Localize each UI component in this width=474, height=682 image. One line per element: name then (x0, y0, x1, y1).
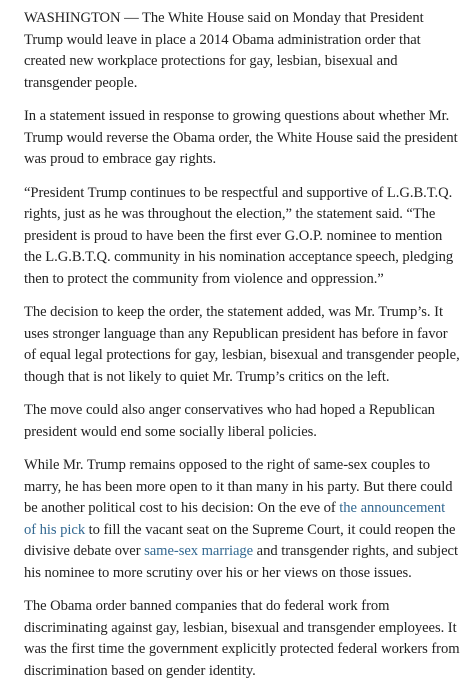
paragraph-dateline-lead (24, 8, 460, 94)
paragraph-text: The move could also anger conservatives who had hoped a Republican president would end some socially liberal policies. (24, 402, 435, 440)
link-same-sex-marriage[interactable]: same-sex marriage (144, 543, 254, 559)
paragraph-decision (24, 302, 460, 388)
paragraph-obama-order (24, 596, 460, 682)
paragraph-text: While Mr. Trump remains opposed to the right of same-sex couples to marry, he has been more open to it than many in his party. But there could be another political cost to his decision: On the eve of (24, 457, 453, 516)
paragraph-conservatives (24, 400, 460, 443)
paragraph-text: In a statement issued in response to growing questions about whether Mr. Trump would reverse the Obama order, the White House said the president was proud to embrace gay rights. (24, 108, 458, 167)
paragraph-statement-intro (24, 106, 460, 171)
paragraph-text: “President Trump continues to be respectful and supportive of L.G.B.T.Q. rights, just as he was throughout the election,” the statement said. “The president is proud to have been the first ever G.O.P. nominee to mention the L.G.B.T.Q. community in his nomination acceptance speech, pledging then to protect the community from violence and oppression.” (24, 184, 454, 287)
paragraph-text: to fill the vacant seat on the Supreme Court, it could reopen the divisive debate over (24, 521, 456, 559)
link-announcement-of-pick[interactable]: the announcement of his pick (24, 500, 446, 538)
paragraph-text: and transgender rights, and subject his nominee to more scrutiny over his or her views on those issues. (24, 543, 458, 581)
paragraph-text: The Obama order banned companies that do federal work from discriminating against gay, lesbian, bisexual and transgender employees. It was the first time the government explicitly protected federal workers from discrimination based on gender identity. (24, 598, 460, 679)
paragraph-statement-quote (24, 183, 460, 291)
paragraph-text: The decision to keep the order, the statement added, was Mr. Trump’s. It uses stronger language than any Republican president has before in favor of equal legal protections for gay, lesbian, bisexual and transgender people, though that is not likely to quiet Mr. Trump’s critics on the left. (24, 304, 460, 385)
paragraph-political-cost (24, 455, 460, 584)
paragraph-text: WASHINGTON — The White House said on Monday that President Trump would leave in place a 2014 Obama administration order that created new workplace protections for gay, lesbian, bisexual and transgender people. (24, 10, 424, 91)
